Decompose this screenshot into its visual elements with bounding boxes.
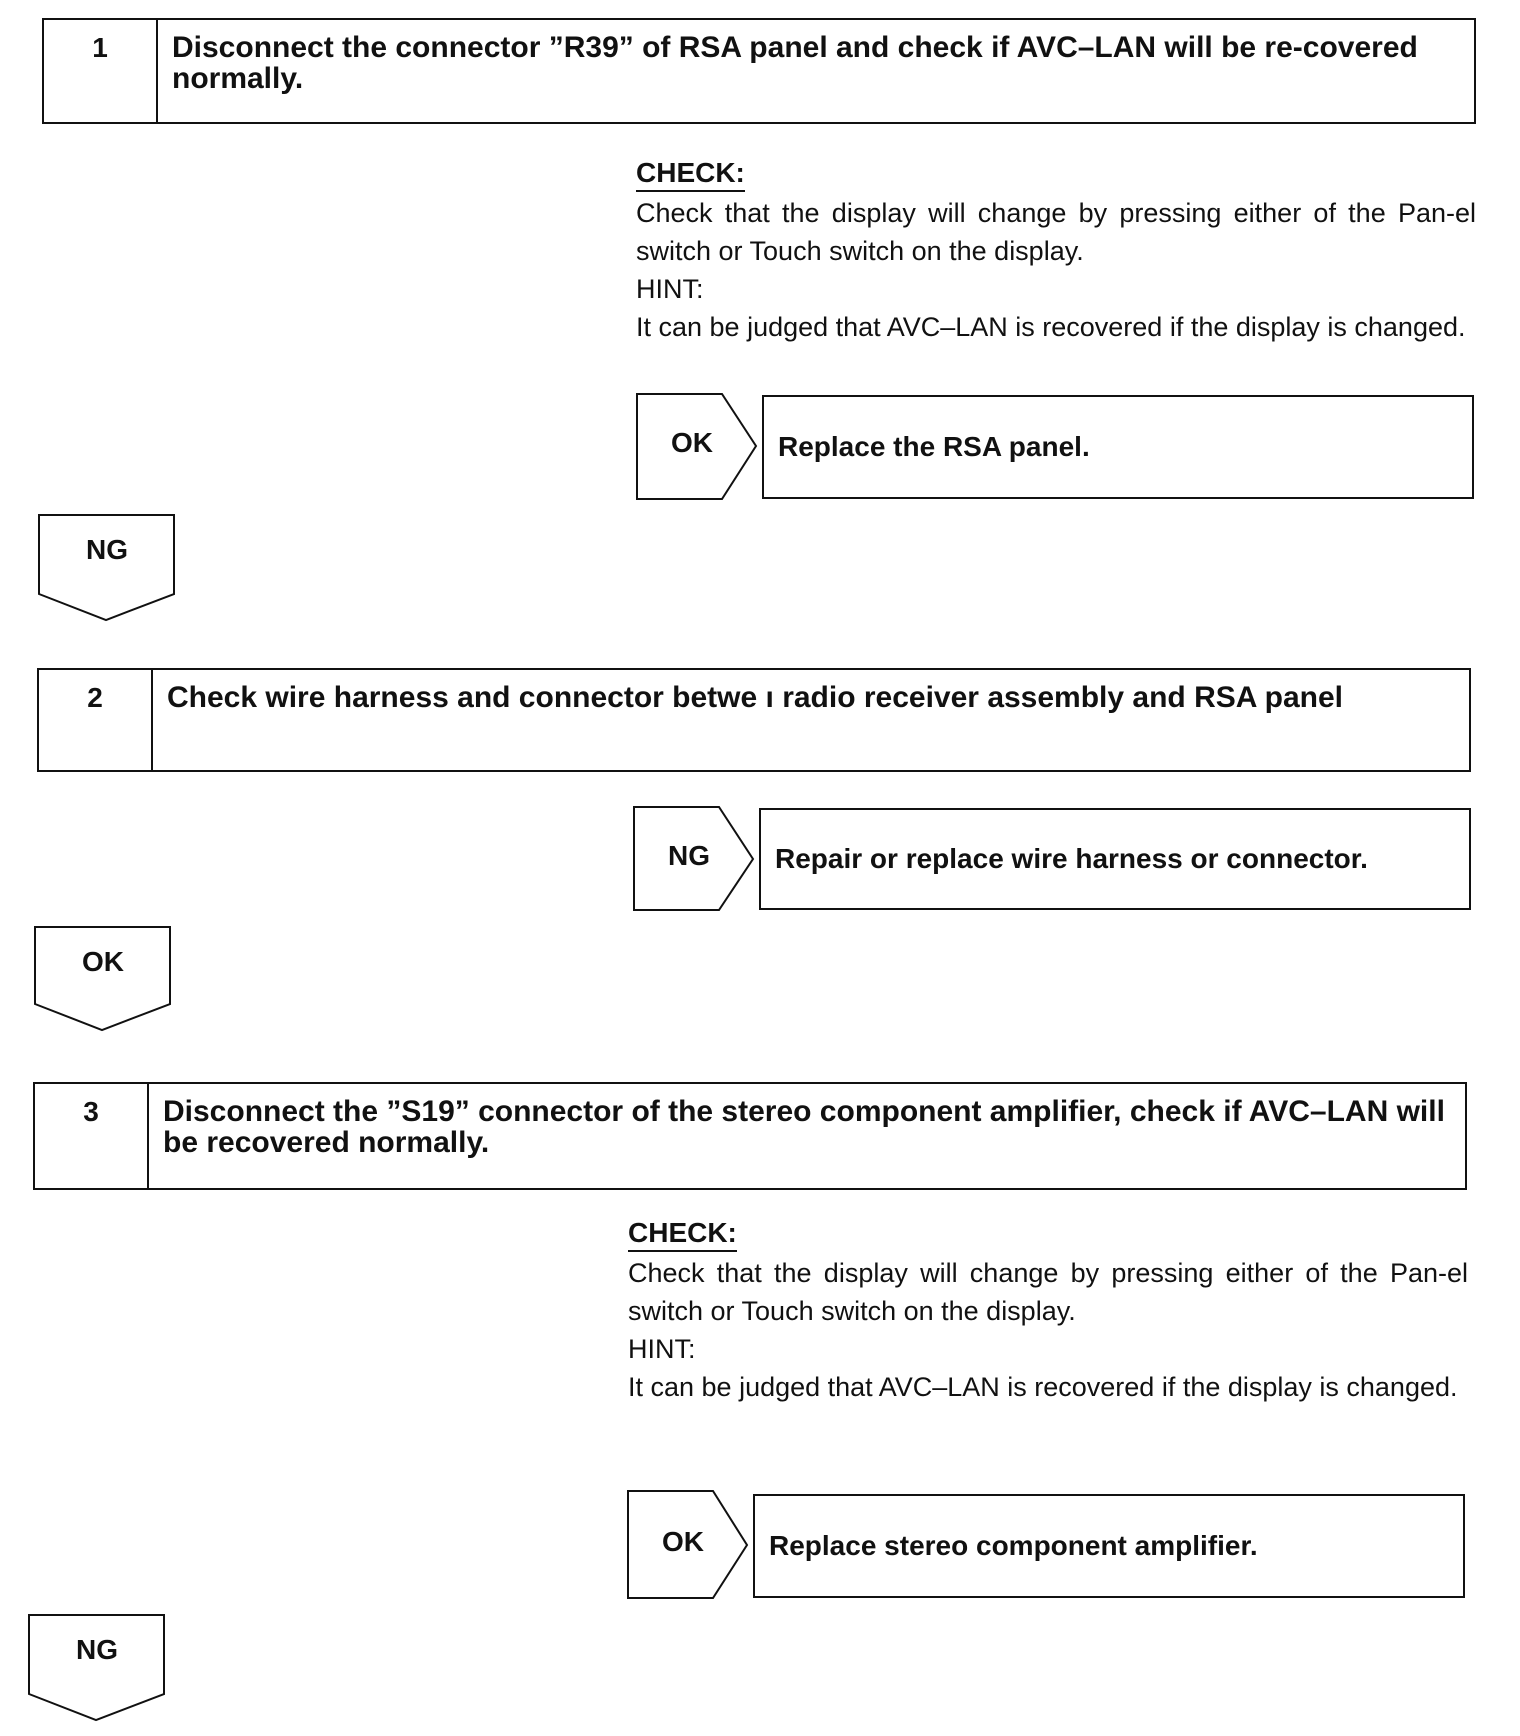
arrow-down-tag: [28, 1614, 166, 1722]
hint-text: It can be judged that AVC–LAN is recovered if the display is changed.: [636, 312, 1466, 342]
step-1-side-label: OK: [671, 427, 713, 458]
step-1-down-label: NG: [86, 534, 128, 565]
step-2-side-branch: [633, 806, 1473, 912]
step-3-side-branch: [627, 1490, 1467, 1600]
step-1-number: 1: [44, 20, 158, 122]
check-heading: CHECK:: [636, 156, 745, 192]
hint-label: HINT:: [636, 274, 704, 304]
hint-label: HINT:: [628, 1334, 696, 1364]
step-1-box: [42, 18, 1476, 124]
step-2-down-label: OK: [82, 946, 124, 977]
step-3-down-label: NG: [76, 1634, 118, 1665]
step-3-side-label: OK: [662, 1526, 704, 1557]
arrow-down-tag: [34, 926, 172, 1032]
step-1-check: [636, 154, 1476, 346]
arrow-down-tag: [38, 514, 176, 622]
step-1-down-branch: [38, 514, 176, 622]
step-1-side-branch: [636, 393, 1476, 501]
step-2-number: 2: [39, 670, 153, 770]
check-text: Check that the display will change by pressing either of the Pan-el switch or Touch switch on the display.: [628, 1258, 1468, 1326]
step-2-title: Check wire harness and connector betwe ı radio receiver assembly and RSA panel: [167, 681, 1343, 714]
step-3-down-branch: [28, 1614, 166, 1722]
check-text: Check that the display will change by pressing either of the Pan-el switch or Touch switch on the display.: [636, 198, 1476, 266]
step-3-title: Disconnect the ”S19” connector of the stereo component amplifier, check if AVC–LAN will be recovered normally.: [163, 1095, 1445, 1159]
step-3-number: 3: [35, 1084, 149, 1188]
step-2-down-branch: [34, 926, 172, 1032]
step-3-result: Replace stereo component amplifier.: [753, 1494, 1465, 1598]
step-2-side-label: NG: [668, 840, 710, 871]
step-1-title: Disconnect the connector ”R39” of RSA panel and check if AVC–LAN will be re-covered normally.: [172, 31, 1418, 95]
step-2-box: [37, 668, 1471, 772]
hint-text: It can be judged that AVC–LAN is recovered if the display is changed.: [628, 1372, 1458, 1402]
step-3-box: [33, 1082, 1467, 1190]
step-1-result: Replace the RSA panel.: [762, 395, 1474, 499]
check-heading: CHECK:: [628, 1216, 737, 1252]
step-2-result: Repair or replace wire harness or connector.: [759, 808, 1471, 910]
step-3-check: [628, 1214, 1468, 1406]
